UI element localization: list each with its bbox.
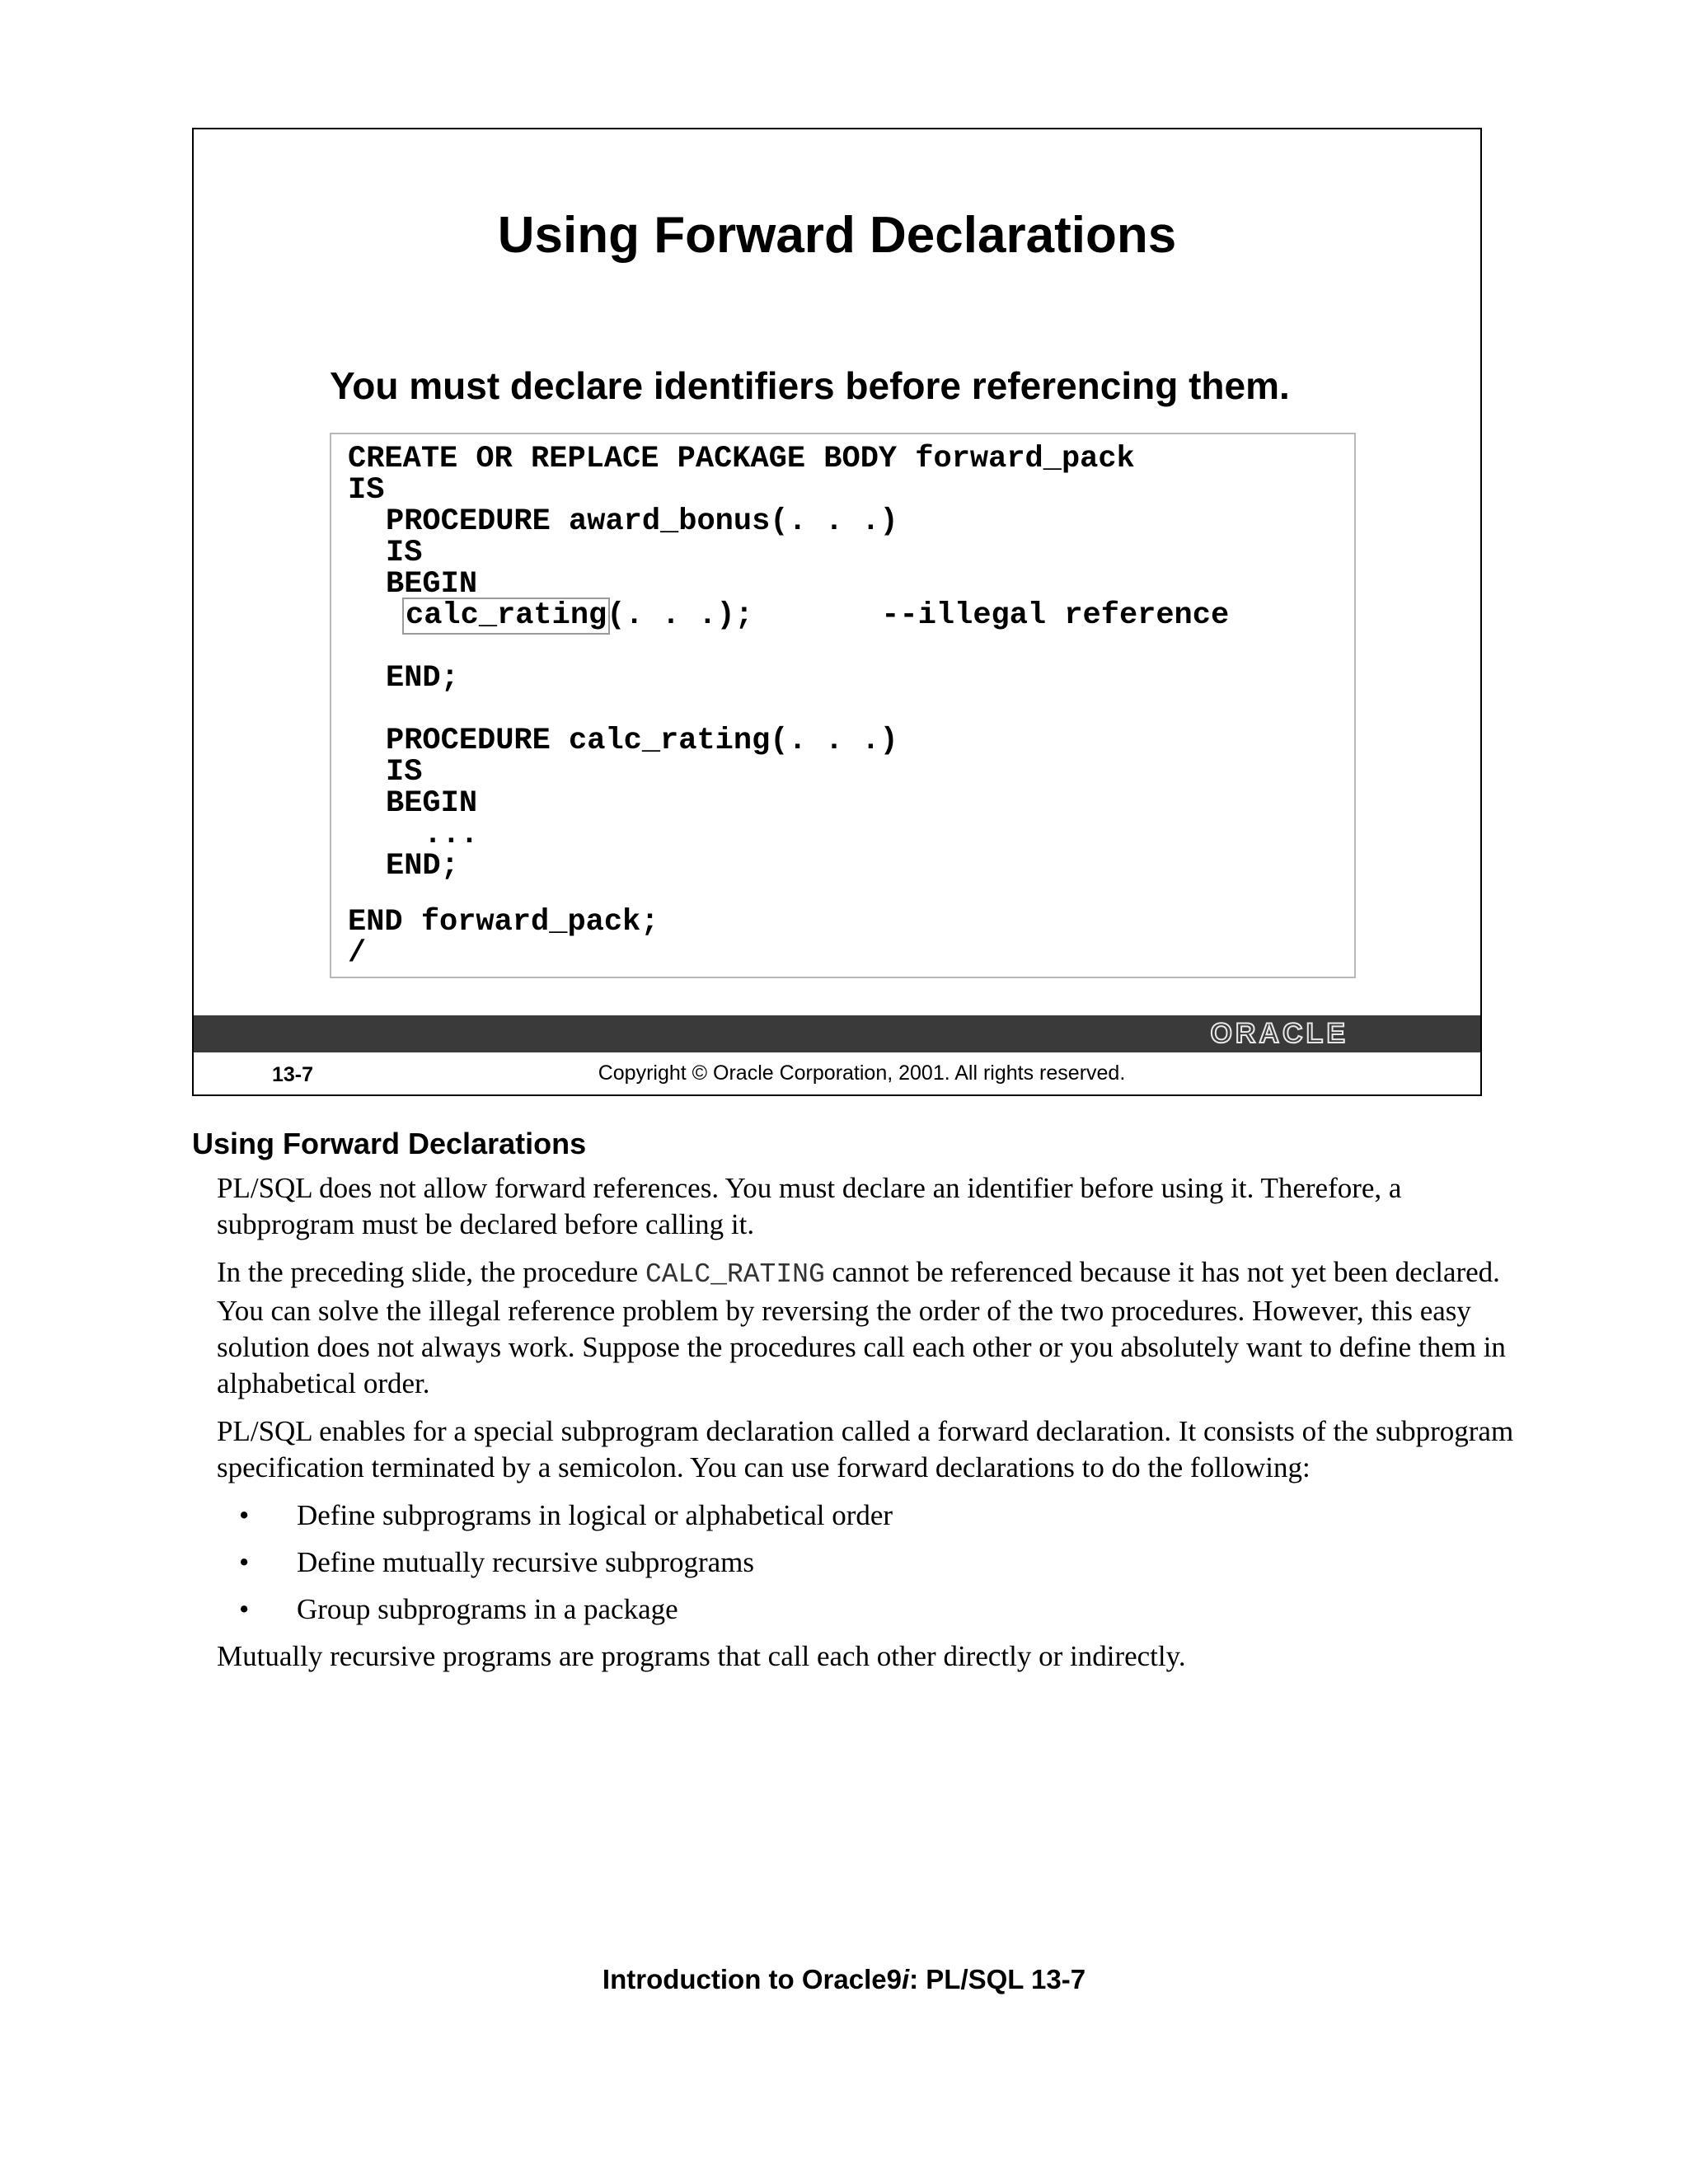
illegal-reference-highlight: calc_rating <box>406 598 607 633</box>
code-line-rest: (. . .); --illegal reference <box>607 598 1230 633</box>
notes-body <box>217 1170 1519 1686</box>
copyright-notice: Copyright © Oracle Corporation, 2001. All rights reserved. <box>598 1062 1126 1085</box>
bullet-icon: • <box>239 1499 250 1531</box>
code-line: PROCEDURE award_bonus(. . .) <box>386 504 898 539</box>
code-line: IS <box>386 755 423 790</box>
notes-paragraph: PL/SQL enables for a special subprogram declaration called a forward declaration. It consists of the subprogram specification terminated by a semicolon. You can use forward declarations to do the following: <box>217 1415 1514 1483</box>
footer-italic: i <box>901 1964 910 1994</box>
list-item <box>217 1591 1519 1628</box>
slide-frame <box>192 128 1482 1096</box>
code-line: IS <box>386 536 423 570</box>
footer-text: : PL/SQL 13-7 <box>909 1964 1086 1994</box>
list-item <box>217 1544 1519 1581</box>
code-line: BEGIN <box>386 567 478 602</box>
paragraph-text: cannot be referenced because it has not yet been declared. You can solve the illegal reference problem by reversing the order of the two procedures. However, this easy solution does not always work. Suppose the procedures call each other or you absolutely want to define them in alphabetical order. <box>217 1256 1506 1399</box>
bullet-list <box>217 1497 1519 1628</box>
footer-text: Introduction to Oracle9 <box>602 1964 902 1994</box>
list-item <box>217 1497 1519 1534</box>
slide-footer-bar <box>194 1015 1480 1052</box>
bullet-icon: • <box>239 1593 250 1625</box>
slide-number: 13-7 <box>272 1063 314 1086</box>
code-line-illegal-reference <box>406 598 1230 633</box>
code-line: END; <box>386 849 459 883</box>
paragraph-text: In the preceding slide, the procedure <box>217 1256 645 1288</box>
code-block <box>330 433 1356 978</box>
code-line: CREATE OR REPLACE PACKAGE BODY forward_pack <box>348 442 1135 476</box>
notes-paragraph: Mutually recursive programs are programs that call each other directly or indirectly. <box>217 1640 1186 1672</box>
bullet-icon: • <box>239 1546 250 1578</box>
code-line: BEGIN <box>386 786 478 821</box>
code-line: IS <box>348 473 385 508</box>
code-line: END; <box>386 661 459 696</box>
inline-code: CALC_RATING <box>645 1259 825 1290</box>
list-item-text: Define mutually recursive subprograms <box>297 1546 754 1578</box>
page-footer <box>0 1966 1688 1993</box>
code-line: END forward_pack; <box>348 905 659 940</box>
notes-paragraph <box>217 1254 1519 1402</box>
code-line: PROCEDURE calc_rating(. . .) <box>386 724 898 758</box>
code-line: / <box>348 936 367 971</box>
notes-heading: Using Forward Declarations <box>192 1127 587 1160</box>
slide-title: Using Forward Declarations <box>497 207 1177 264</box>
oracle-logo: ORACLE <box>1210 1018 1348 1049</box>
slide-subtitle: You must declare identifiers before referencing them. <box>330 364 1290 407</box>
code-line: ... <box>424 818 479 852</box>
list-item-text: Group subprograms in a package <box>297 1593 678 1625</box>
notes-paragraph: PL/SQL does not allow forward references. You must declare an identifier before using it. Therefore, a subprogram must be declared before calling it. <box>217 1172 1402 1240</box>
list-item-text: Define subprograms in logical or alphabetical order <box>297 1499 893 1531</box>
